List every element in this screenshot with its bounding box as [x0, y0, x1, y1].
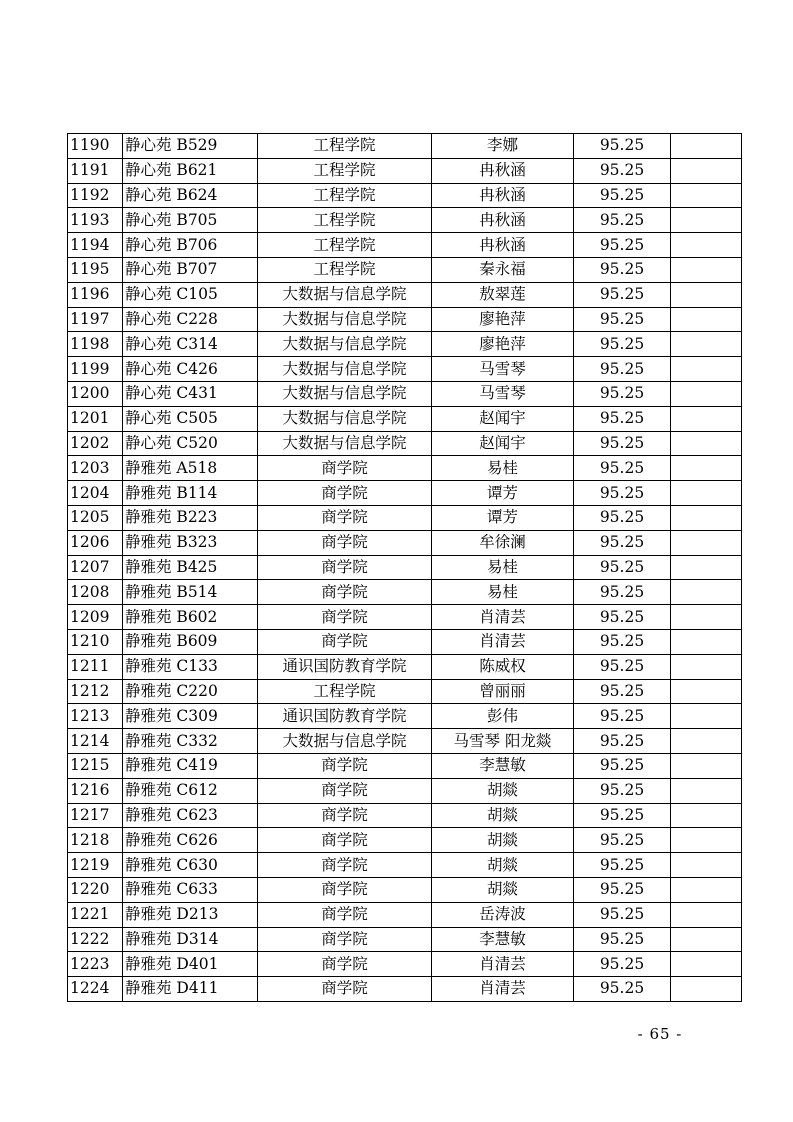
row-number: 1223 [68, 952, 123, 977]
college-name: 通识国防教育学院 [258, 704, 432, 729]
remarks-cell [671, 381, 742, 406]
responsible-person: 冉秋涵 [432, 233, 574, 258]
remarks-cell [671, 332, 742, 357]
responsible-person: 廖艳萍 [432, 332, 574, 357]
row-number: 1215 [68, 753, 123, 778]
responsible-person: 敖翠莲 [432, 282, 574, 307]
dorm-room: 静雅苑 C633 [123, 877, 258, 902]
responsible-person: 马雪琴 阳龙燚 [432, 729, 574, 754]
responsible-person: 谭芳 [432, 481, 574, 506]
table-row [68, 456, 742, 481]
dorm-room: 静心苑 C228 [123, 307, 258, 332]
remarks-cell [671, 530, 742, 555]
college-name: 商学院 [258, 952, 432, 977]
score-value: 95.25 [574, 381, 671, 406]
responsible-person: 肖清芸 [432, 952, 574, 977]
remarks-cell [671, 952, 742, 977]
remarks-cell [671, 357, 742, 382]
college-name: 大数据与信息学院 [258, 729, 432, 754]
college-name: 商学院 [258, 580, 432, 605]
score-value: 95.25 [574, 158, 671, 183]
remarks-cell [671, 233, 742, 258]
table-row [68, 580, 742, 605]
dorm-room: 静心苑 C520 [123, 431, 258, 456]
dorm-room: 静雅苑 D411 [123, 977, 258, 1002]
college-name: 工程学院 [258, 183, 432, 208]
row-number: 1216 [68, 778, 123, 803]
college-name: 商学院 [258, 505, 432, 530]
responsible-person: 陈威权 [432, 654, 574, 679]
score-value: 95.25 [574, 704, 671, 729]
responsible-person: 胡燚 [432, 853, 574, 878]
responsible-person: 岳涛波 [432, 902, 574, 927]
score-value: 95.25 [574, 406, 671, 431]
dorm-room: 静雅苑 B609 [123, 629, 258, 654]
college-name: 商学院 [258, 803, 432, 828]
dorm-room: 静心苑 B621 [123, 158, 258, 183]
score-value: 95.25 [574, 257, 671, 282]
row-number: 1217 [68, 803, 123, 828]
college-name: 商学院 [258, 977, 432, 1002]
responsible-person: 谭芳 [432, 505, 574, 530]
table-row [68, 729, 742, 754]
score-value: 95.25 [574, 902, 671, 927]
college-name: 工程学院 [258, 233, 432, 258]
responsible-person: 胡燚 [432, 778, 574, 803]
remarks-cell [671, 406, 742, 431]
remarks-cell [671, 580, 742, 605]
college-name: 工程学院 [258, 257, 432, 282]
table-row [68, 307, 742, 332]
row-number: 1221 [68, 902, 123, 927]
table-row [68, 233, 742, 258]
score-value: 95.25 [574, 927, 671, 952]
dorm-room: 静雅苑 B223 [123, 505, 258, 530]
college-name: 工程学院 [258, 679, 432, 704]
remarks-cell [671, 282, 742, 307]
table-row [68, 679, 742, 704]
row-number: 1194 [68, 233, 123, 258]
dorm-room: 静雅苑 B323 [123, 530, 258, 555]
remarks-cell [671, 654, 742, 679]
row-number: 1212 [68, 679, 123, 704]
score-value: 95.25 [574, 877, 671, 902]
row-number: 1210 [68, 629, 123, 654]
row-number: 1196 [68, 282, 123, 307]
remarks-cell [671, 927, 742, 952]
row-number: 1218 [68, 828, 123, 853]
row-number: 1198 [68, 332, 123, 357]
remarks-cell [671, 803, 742, 828]
dorm-room: 静雅苑 D213 [123, 902, 258, 927]
row-number: 1211 [68, 654, 123, 679]
dorm-room: 静雅苑 D401 [123, 952, 258, 977]
college-name: 商学院 [258, 753, 432, 778]
remarks-cell [671, 257, 742, 282]
table-row [68, 257, 742, 282]
remarks-cell [671, 158, 742, 183]
row-number: 1209 [68, 605, 123, 630]
score-value: 95.25 [574, 729, 671, 754]
college-name: 商学院 [258, 927, 432, 952]
remarks-cell [671, 481, 742, 506]
table-row [68, 605, 742, 630]
responsible-person: 肖清芸 [432, 629, 574, 654]
college-name: 大数据与信息学院 [258, 357, 432, 382]
dorm-room: 静心苑 B529 [123, 134, 258, 159]
college-name: 大数据与信息学院 [258, 431, 432, 456]
row-number: 1191 [68, 158, 123, 183]
dorm-room: 静雅苑 D314 [123, 927, 258, 952]
row-number: 1205 [68, 505, 123, 530]
score-value: 95.25 [574, 307, 671, 332]
college-name: 商学院 [258, 778, 432, 803]
score-value: 95.25 [574, 605, 671, 630]
table-row [68, 134, 742, 159]
college-name: 大数据与信息学院 [258, 381, 432, 406]
row-number: 1213 [68, 704, 123, 729]
row-number: 1193 [68, 208, 123, 233]
responsible-person: 李娜 [432, 134, 574, 159]
responsible-person: 赵闻宇 [432, 431, 574, 456]
college-name: 大数据与信息学院 [258, 406, 432, 431]
responsible-person: 肖清芸 [432, 977, 574, 1002]
remarks-cell [671, 729, 742, 754]
dorm-room: 静雅苑 C419 [123, 753, 258, 778]
remarks-cell [671, 183, 742, 208]
remarks-cell [671, 629, 742, 654]
remarks-cell [671, 505, 742, 530]
dorm-room: 静心苑 B706 [123, 233, 258, 258]
college-name: 商学院 [258, 605, 432, 630]
dorm-room: 静雅苑 B514 [123, 580, 258, 605]
responsible-person: 曾丽丽 [432, 679, 574, 704]
dorm-room: 静心苑 C314 [123, 332, 258, 357]
dorm-room: 静雅苑 C133 [123, 654, 258, 679]
page-number: - 65 - [637, 1025, 683, 1043]
dorm-room: 静雅苑 C630 [123, 853, 258, 878]
remarks-cell [671, 679, 742, 704]
responsible-person: 冉秋涵 [432, 183, 574, 208]
score-value: 95.25 [574, 208, 671, 233]
row-number: 1201 [68, 406, 123, 431]
table-row [68, 158, 742, 183]
dorm-room: 静心苑 B707 [123, 257, 258, 282]
responsible-person: 廖艳萍 [432, 307, 574, 332]
score-value: 95.25 [574, 332, 671, 357]
score-value: 95.25 [574, 456, 671, 481]
remarks-cell [671, 208, 742, 233]
row-number: 1204 [68, 481, 123, 506]
score-value: 95.25 [574, 183, 671, 208]
dorm-room: 静雅苑 A518 [123, 456, 258, 481]
responsible-person: 李慧敏 [432, 753, 574, 778]
row-number: 1190 [68, 134, 123, 159]
remarks-cell [671, 704, 742, 729]
responsible-person: 易桂 [432, 555, 574, 580]
college-name: 商学院 [258, 828, 432, 853]
remarks-cell [671, 605, 742, 630]
table-row [68, 183, 742, 208]
score-value: 95.25 [574, 952, 671, 977]
responsible-person: 冉秋涵 [432, 158, 574, 183]
responsible-person: 彭伟 [432, 704, 574, 729]
college-name: 商学院 [258, 629, 432, 654]
score-value: 95.25 [574, 753, 671, 778]
remarks-cell [671, 307, 742, 332]
table-row [68, 853, 742, 878]
college-name: 大数据与信息学院 [258, 282, 432, 307]
dorm-room: 静雅苑 C623 [123, 803, 258, 828]
college-name: 商学院 [258, 530, 432, 555]
row-number: 1195 [68, 257, 123, 282]
college-name: 工程学院 [258, 134, 432, 159]
score-value: 95.25 [574, 654, 671, 679]
responsible-person: 马雪琴 [432, 357, 574, 382]
table-row [68, 208, 742, 233]
dorm-room: 静心苑 C105 [123, 282, 258, 307]
score-value: 95.25 [574, 431, 671, 456]
table-row [68, 877, 742, 902]
college-name: 工程学院 [258, 208, 432, 233]
table-row [68, 704, 742, 729]
college-name: 商学院 [258, 481, 432, 506]
table-row [68, 431, 742, 456]
dorm-room: 静雅苑 C309 [123, 704, 258, 729]
dorm-room: 静心苑 C505 [123, 406, 258, 431]
row-number: 1222 [68, 927, 123, 952]
dorm-room: 静心苑 B705 [123, 208, 258, 233]
table-row [68, 927, 742, 952]
responsible-person: 胡燚 [432, 828, 574, 853]
dorm-room: 静心苑 C426 [123, 357, 258, 382]
college-name: 通识国防教育学院 [258, 654, 432, 679]
score-value: 95.25 [574, 555, 671, 580]
row-number: 1200 [68, 381, 123, 406]
score-value: 95.25 [574, 977, 671, 1002]
responsible-person: 肖清芸 [432, 605, 574, 630]
score-value: 95.25 [574, 282, 671, 307]
table-row [68, 654, 742, 679]
responsible-person: 胡燚 [432, 877, 574, 902]
college-name: 商学院 [258, 902, 432, 927]
remarks-cell [671, 753, 742, 778]
table-row [68, 406, 742, 431]
responsible-person: 马雪琴 [432, 381, 574, 406]
score-value: 95.25 [574, 505, 671, 530]
college-name: 商学院 [258, 877, 432, 902]
responsible-person: 冉秋涵 [432, 208, 574, 233]
remarks-cell [671, 134, 742, 159]
row-number: 1207 [68, 555, 123, 580]
remarks-cell [671, 778, 742, 803]
score-value: 95.25 [574, 853, 671, 878]
table-row [68, 803, 742, 828]
table-row [68, 555, 742, 580]
row-number: 1202 [68, 431, 123, 456]
score-value: 95.25 [574, 778, 671, 803]
table-body [68, 134, 742, 1002]
dorm-room: 静雅苑 C612 [123, 778, 258, 803]
dorm-score-table [67, 133, 742, 1002]
row-number: 1199 [68, 357, 123, 382]
remarks-cell [671, 902, 742, 927]
responsible-person: 易桂 [432, 580, 574, 605]
table-row [68, 753, 742, 778]
responsible-person: 胡燚 [432, 803, 574, 828]
college-name: 商学院 [258, 853, 432, 878]
table-row [68, 381, 742, 406]
table-row [68, 629, 742, 654]
score-value: 95.25 [574, 481, 671, 506]
responsible-person: 牟徐澜 [432, 530, 574, 555]
table-row [68, 828, 742, 853]
dorm-room: 静心苑 C431 [123, 381, 258, 406]
row-number: 1197 [68, 307, 123, 332]
dorm-room: 静雅苑 B602 [123, 605, 258, 630]
table-row [68, 778, 742, 803]
college-name: 商学院 [258, 456, 432, 481]
row-number: 1206 [68, 530, 123, 555]
row-number: 1208 [68, 580, 123, 605]
table-row [68, 282, 742, 307]
row-number: 1224 [68, 977, 123, 1002]
college-name: 工程学院 [258, 158, 432, 183]
responsible-person: 赵闻宇 [432, 406, 574, 431]
score-value: 95.25 [574, 134, 671, 159]
responsible-person: 秦永福 [432, 257, 574, 282]
table-row [68, 481, 742, 506]
score-value: 95.25 [574, 679, 671, 704]
remarks-cell [671, 555, 742, 580]
score-value: 95.25 [574, 828, 671, 853]
dorm-room: 静雅苑 C626 [123, 828, 258, 853]
row-number: 1214 [68, 729, 123, 754]
remarks-cell [671, 431, 742, 456]
table-row [68, 977, 742, 1002]
row-number: 1219 [68, 853, 123, 878]
table-row [68, 357, 742, 382]
table-row [68, 505, 742, 530]
remarks-cell [671, 828, 742, 853]
row-number: 1203 [68, 456, 123, 481]
college-name: 大数据与信息学院 [258, 332, 432, 357]
remarks-cell [671, 977, 742, 1002]
score-value: 95.25 [574, 803, 671, 828]
score-value: 95.25 [574, 580, 671, 605]
row-number: 1220 [68, 877, 123, 902]
responsible-person: 易桂 [432, 456, 574, 481]
dorm-room: 静雅苑 C220 [123, 679, 258, 704]
score-value: 95.25 [574, 629, 671, 654]
score-value: 95.25 [574, 357, 671, 382]
row-number: 1192 [68, 183, 123, 208]
table-row [68, 952, 742, 977]
dorm-room: 静雅苑 C332 [123, 729, 258, 754]
dorm-room: 静雅苑 B114 [123, 481, 258, 506]
dorm-room: 静雅苑 B425 [123, 555, 258, 580]
college-name: 大数据与信息学院 [258, 307, 432, 332]
remarks-cell [671, 853, 742, 878]
remarks-cell [671, 456, 742, 481]
score-value: 95.25 [574, 530, 671, 555]
college-name: 商学院 [258, 555, 432, 580]
table-row [68, 530, 742, 555]
responsible-person: 李慧敏 [432, 927, 574, 952]
table-row [68, 902, 742, 927]
score-value: 95.25 [574, 233, 671, 258]
remarks-cell [671, 877, 742, 902]
table-row [68, 332, 742, 357]
dorm-room: 静心苑 B624 [123, 183, 258, 208]
